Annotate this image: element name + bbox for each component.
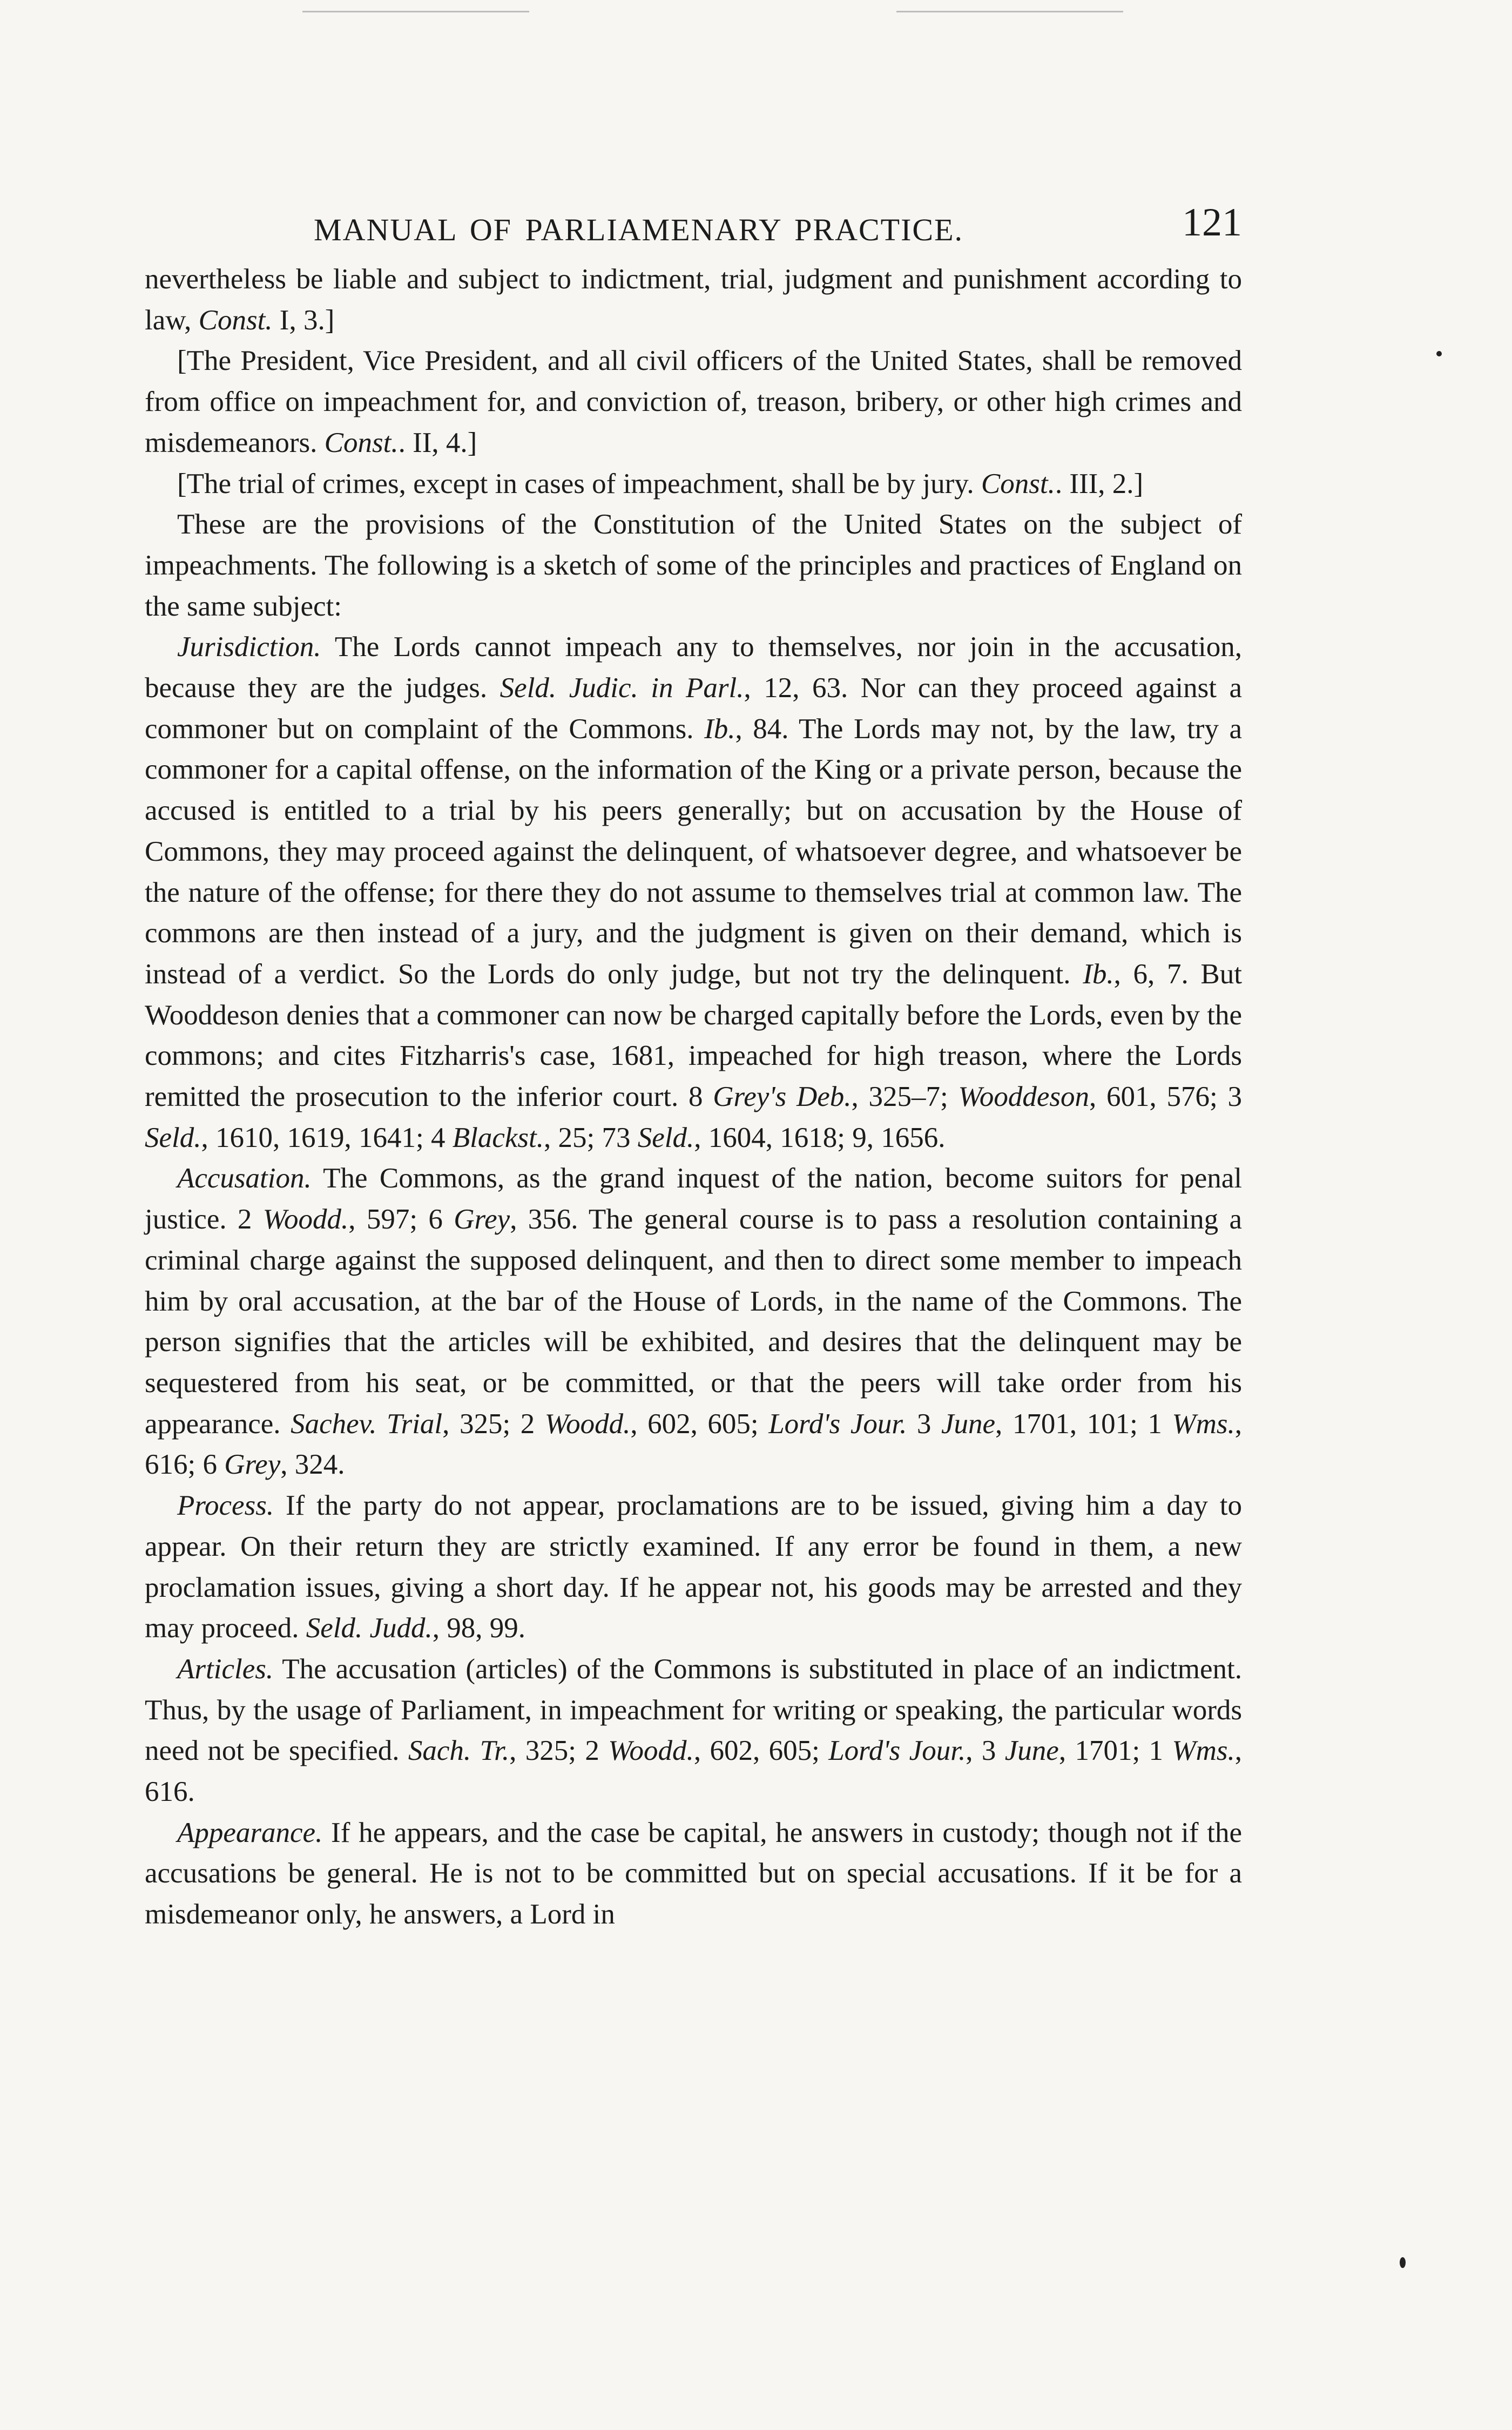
text-run: , 3	[966, 1735, 1005, 1767]
paragraph	[145, 1158, 1242, 1486]
text-run: , 356. The general course is to pass a resolution containing a criminal charge against the supposed delinquent, and then to direct some member to impeach him by oral accusation, at the bar of the House of Lords, in the name of the Commons. The person signifies that the articles will be exhibited, and desires that the delinquent may be sequestered from his seat, or be committed, or that the peers will take order from his appearance.	[145, 1204, 1242, 1440]
text-run: [The trial of crimes, except in cases of impeachment, shall be by jury.	[177, 468, 981, 500]
text-run: , 616.	[145, 1735, 1243, 1808]
running-head: MANUAL OF PARLIAMENARY PRACTICE.	[314, 212, 964, 247]
text-run: , 325–7;	[851, 1081, 959, 1113]
italic-citation: June	[941, 1408, 996, 1440]
italic-citation: Lord's Jour.	[768, 1408, 907, 1440]
paragraph	[145, 341, 1242, 463]
italic-citation: Seld. Judic. in Parl.	[500, 672, 744, 704]
italic-citation: Wms.	[1172, 1735, 1235, 1767]
text-run: . III, 2.]	[1055, 468, 1144, 500]
text-run: , 1701, 101; 1	[995, 1408, 1172, 1440]
italic-citation: Articles.	[177, 1653, 274, 1685]
italic-citation: Ib.	[704, 713, 735, 745]
italic-citation: Woodd.	[608, 1735, 694, 1767]
italic-citation: Seld.	[145, 1122, 201, 1153]
text-run: 3	[907, 1408, 941, 1440]
paragraph	[145, 1649, 1242, 1813]
text-run: . II, 4.]	[398, 427, 477, 458]
italic-citation: Wooddeson	[958, 1081, 1089, 1113]
text-run: The accusation (articles) of the Commons is substituted in place of an indictment. Thus, by the usage of Parliament, in impeachment for writing or speaking, the particular words need not be specified.	[145, 1653, 1242, 1767]
italic-citation: Sach. Tr.	[408, 1735, 510, 1767]
text-run: I, 3.]	[272, 304, 335, 336]
text-run: , 602, 605;	[693, 1735, 829, 1767]
italic-citation: Grey	[454, 1204, 510, 1236]
italic-citation: Const.	[198, 304, 273, 336]
paragraph	[145, 627, 1242, 1158]
text-run: , 325; 2	[442, 1408, 545, 1440]
text-run: , 12, 63. Nor can they proceed against a commoner but on complaint of the Commons.	[145, 672, 1242, 745]
ink-speck	[1436, 351, 1442, 356]
italic-citation: Seld. Judd.	[306, 1612, 433, 1644]
book-page	[145, 200, 1242, 1935]
italic-citation: Grey's Deb.	[713, 1081, 852, 1113]
italic-citation: Lord's Jour.	[828, 1735, 966, 1767]
text-run: , 84. The Lords may not, by the law, try a commoner for a capital offense, on the information of the King or a private person, because the accused is entitled to a trial by his peers generally; but on accusation by the House of Commons, they may proceed against the delinquent, of whatsoever degree, and whatsoever be the nature of the offense; for there they do not assume to themselves trial at common law. The commons are then instead of a jury, and the judgment is given on their demand, which is instead of a verdict. So the Lords do only judge, but not try the delinquent.	[145, 713, 1242, 990]
italic-citation: Woodd.	[544, 1408, 631, 1440]
text-run: If the party do not appear, proclamations are to be issued, giving him a day to appear. On their return they are strictly examined. If any error be found in them, a new proclamation issues, giving a short day. If he appear not, his goods may be arrested and they may proceed.	[145, 1490, 1242, 1644]
italic-citation: Ib.	[1083, 958, 1114, 990]
text-run: , 616; 6	[145, 1408, 1243, 1481]
text-run: [The President, Vice President, and all civil officers of the United States, shall be removed from office on impeachment for, and conviction of, treason, bribery, or other high crimes and misdemeanors.	[145, 345, 1242, 458]
text-run: , 25; 73	[543, 1122, 638, 1153]
paragraph	[145, 504, 1242, 627]
text-run: nevertheless be liable and subject to indictment, trial, judgment and punishment according to law,	[145, 264, 1242, 336]
italic-citation: Grey	[224, 1449, 281, 1481]
text-run: , 6, 7. But Wooddeson denies that a commoner can now be charged capitally before the Lords, even by the commons; and cites Fitzharris's case, 1681, impeached for high treason, where the Lords remitted the prosecution to the inferior court. 8	[145, 958, 1243, 1113]
text-run: , 1701; 1	[1058, 1735, 1172, 1767]
italic-citation: Woodd.	[262, 1204, 349, 1236]
italic-citation: Const.	[981, 468, 1055, 500]
text-run: , 324.	[280, 1449, 345, 1481]
paragraph	[145, 464, 1242, 505]
page-number: 121	[1182, 200, 1242, 245]
italic-citation: Accusation.	[177, 1163, 312, 1194]
text-run: , 597; 6	[348, 1204, 454, 1236]
text-run: , 602, 605;	[630, 1408, 769, 1440]
italic-citation: Blackst.	[452, 1122, 544, 1153]
italic-citation: Process.	[177, 1490, 274, 1522]
body-text	[145, 259, 1242, 1935]
text-run: , 1604, 1618; 9, 1656.	[694, 1122, 946, 1153]
paragraph	[145, 259, 1242, 341]
italic-citation: Const.	[324, 427, 399, 458]
italic-citation: Sachev. Trial	[291, 1408, 443, 1440]
text-run: The Lords cannot impeach any to themselves, nor join in the accusation, because they are the judges.	[145, 631, 1242, 704]
italic-citation: Jurisdiction.	[177, 631, 321, 663]
text-run: , 325; 2	[509, 1735, 609, 1767]
italic-citation: Wms.	[1172, 1408, 1235, 1440]
italic-citation: Appearance.	[177, 1817, 323, 1848]
italic-citation: June	[1004, 1735, 1059, 1767]
page-header	[145, 200, 1242, 259]
text-run: If he appears, and the case be capital, he answers in custody; though not if the accusations be general. He is not to be committed but on special accusations. If it be for a misdemeanor only, he answers, a Lord in	[145, 1817, 1242, 1931]
italic-citation: Seld.	[637, 1122, 694, 1153]
text-run: , 1610, 1619, 1641; 4	[201, 1122, 453, 1153]
paragraph	[145, 1486, 1242, 1649]
text-run: These are the provisions of the Constitution of the United States on the subject of impeachments. The following is a sketch of some of the principles and practices of England on the same subject:	[145, 509, 1242, 622]
text-run: , 98, 99.	[432, 1612, 526, 1644]
paragraph	[145, 1813, 1242, 1935]
text-run: The Commons, as the grand inquest of the nation, become suitors for penal justice. 2	[145, 1163, 1242, 1236]
text-run: , 601, 576; 3	[1089, 1081, 1242, 1113]
ink-speck	[1400, 2257, 1406, 2268]
